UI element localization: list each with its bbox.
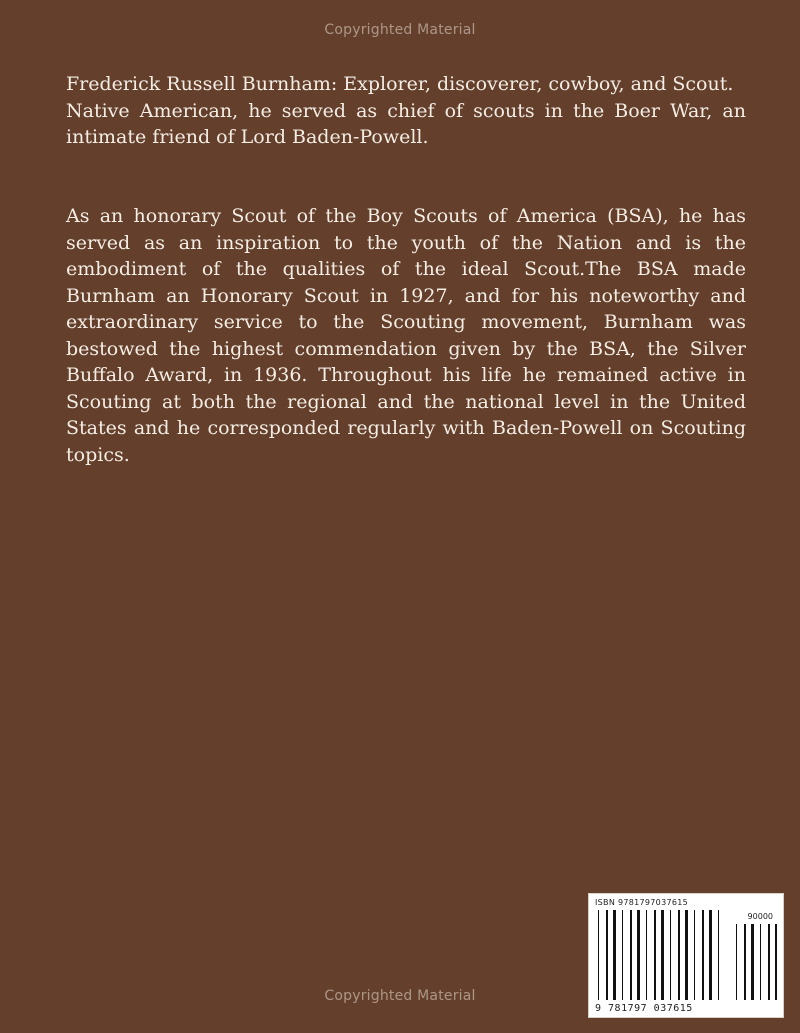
- intro-line-2: Native American, he served as chief of scouts in the Boer War, an intimate friend of Lord Baden-Powell.: [66, 99, 746, 148]
- barcode-digits: 9 781797 037615: [595, 1003, 693, 1014]
- barcode-bars-icon: [597, 910, 727, 1000]
- intro-line-1: Frederick Russell Burnham: Explorer, discoverer, cowboy, and Scout.: [66, 73, 734, 95]
- watermark-bottom: Copyrighted Material: [324, 988, 476, 1004]
- body-paragraph: As an honorary Scout of the Boy Scouts of America (BSA), he has served as an inspiration to the youth of the Nation and is the embodiment of the qualities of the ideal Scout.The BSA made Burnham an Honorary Scout in 1927, and for his noteworthy and extraordinary service to the Scouting movement, Burnham was bestowed the highest commendation given by the BSA, the Silver Buffalo Award, in 1936. Throughout his life he remained active in Scouting at both the regional and the national level in the United States and he corresponded regularly with Baden-Powell on Scouting topics.: [66, 205, 746, 466]
- intro-text: [66, 71, 746, 151]
- price-code: 90000: [747, 912, 773, 921]
- isbn-label: ISBN 9781797037615: [595, 898, 689, 907]
- watermark-top: Copyrighted Material: [324, 22, 476, 38]
- body-text: [66, 203, 746, 468]
